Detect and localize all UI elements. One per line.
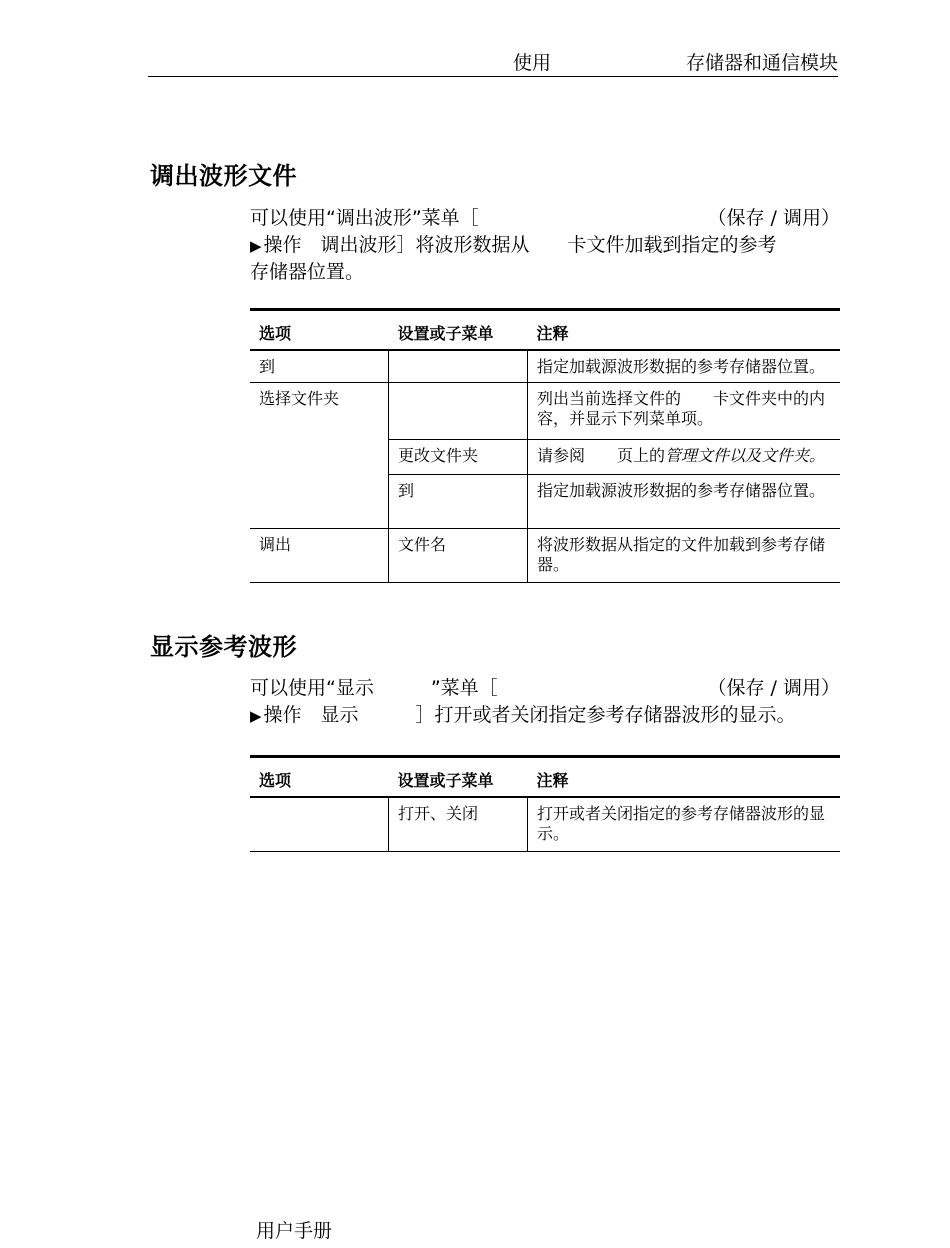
cross-reference-link-text: 管理文件以及文件夹。	[665, 445, 826, 465]
column-header-note: 注释	[528, 310, 841, 351]
cell-option	[250, 797, 389, 851]
cell-note: 指定加载源波形数据的参考存储器位置。	[528, 350, 841, 382]
column-header-setting: 设置或子菜单	[389, 757, 528, 798]
page-header	[148, 46, 838, 77]
column-header-option: 选项	[250, 757, 389, 798]
table-row	[250, 797, 840, 851]
table-row	[250, 474, 840, 528]
triangle-right-icon: ▶	[250, 237, 262, 255]
display-options-table	[250, 755, 840, 852]
table-header-row	[250, 757, 840, 798]
column-header-option: 选项	[250, 310, 389, 351]
cell-option: 选择文件夹	[250, 382, 389, 439]
table-row	[250, 528, 840, 582]
cell-note: 列出当前选择文件的 卡文件夹中的内容，并显示下列菜单项。	[528, 382, 841, 439]
cell-option: 到	[250, 350, 389, 382]
table-row	[250, 382, 840, 439]
table-row	[250, 439, 840, 474]
section1-paragraph	[250, 205, 840, 286]
cell-note	[528, 439, 841, 474]
section-title-recall-waveform: 调出波形文件	[150, 162, 297, 190]
para2-line1: 可以使用“显示 ”菜单［	[250, 677, 498, 699]
cell-setting	[389, 382, 528, 439]
para1-line1: 可以使用“调出波形”菜单［	[250, 207, 479, 229]
triangle-right-icon: ▶	[250, 707, 262, 725]
cell-option	[250, 439, 389, 474]
cell-setting	[389, 350, 528, 382]
table-header-row	[250, 310, 840, 351]
cell-option	[250, 474, 389, 528]
table-row	[250, 350, 840, 382]
header-right-text: 存储器和通信模块	[685, 52, 838, 74]
section2-paragraph	[250, 675, 840, 729]
header-left-text: 使用	[513, 52, 552, 74]
cell-setting: 打开、关闭	[389, 797, 528, 851]
cell-note: 指定加载源波形数据的参考存储器位置。	[528, 474, 841, 528]
section-title-display-reference: 显示参考波形	[150, 633, 297, 661]
para1-line3: 存储器位置。	[250, 261, 365, 283]
cell-option: 调出	[250, 528, 389, 582]
cell-note: 打开或者关闭指定的参考存储器波形的显示。	[528, 797, 841, 851]
para2-line2: 操作 显示 ］打开或者关闭指定参考存储器波形的显示。	[263, 704, 796, 726]
cell-setting: 到	[389, 474, 528, 528]
cell-setting: 更改文件夹	[389, 439, 528, 474]
para1-line1-right: （保存 / 调用）	[707, 207, 840, 229]
note-prefix: 请参阅 页上的	[537, 445, 666, 465]
para2-line1-right: （保存 / 调用）	[707, 677, 840, 699]
column-header-setting: 设置或子菜单	[389, 310, 528, 351]
column-header-note: 注释	[528, 757, 841, 798]
cell-note: 将波形数据从指定的文件加载到参考存储器。	[528, 528, 841, 582]
cell-setting: 文件名	[389, 528, 528, 582]
recall-options-table	[250, 308, 840, 583]
para1-line2: 操作 调出波形］将波形数据从 卡文件加载到指定的参考	[263, 234, 777, 256]
page-footer: 用户手册	[256, 1220, 333, 1242]
